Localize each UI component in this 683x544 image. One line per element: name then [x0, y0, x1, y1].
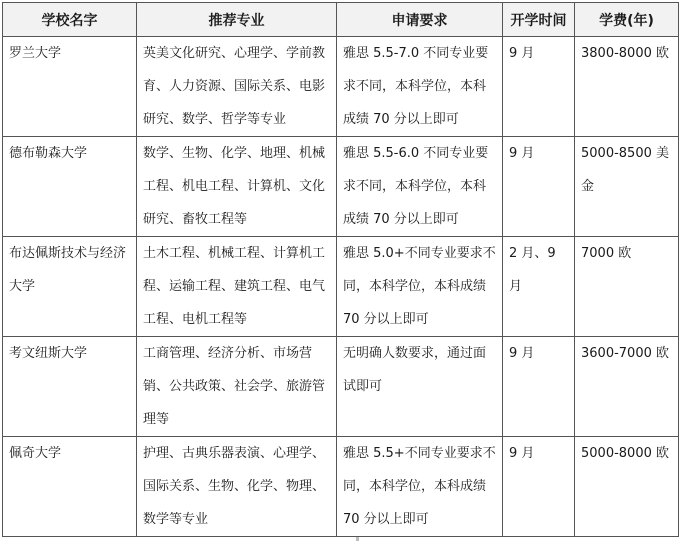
- header-school-name: 学校名字: [3, 3, 137, 37]
- fee-text: 5000-8500 美金: [581, 146, 669, 194]
- cell-fee: [575, 237, 679, 337]
- header-start-date: 开学时间: [503, 3, 575, 37]
- start-text: 9 月: [509, 146, 535, 161]
- cell-requirement: [337, 437, 503, 537]
- school-name: 布达佩斯技术与经济大学: [9, 246, 127, 294]
- school-name: 佩奇大学: [9, 446, 62, 461]
- cell-fee: [575, 437, 679, 537]
- table-row: [3, 437, 679, 537]
- fee-text: 3800-8000 欧: [581, 46, 669, 61]
- table-row: [3, 237, 679, 337]
- table-row: [3, 37, 679, 137]
- cell-majors: [137, 137, 337, 237]
- cell-majors: [137, 337, 337, 437]
- requirement-text: 雅思 5.5+不同专业要求不同，本科学位，本科成绩 70 分以上即可: [343, 446, 496, 527]
- start-text: 9 月: [509, 346, 535, 361]
- cell-start: [503, 337, 575, 437]
- cell-requirement: [337, 37, 503, 137]
- resize-handle: [356, 537, 359, 541]
- cell-start: [503, 237, 575, 337]
- university-table: [2, 2, 679, 537]
- cell-fee: [575, 137, 679, 237]
- cell-start: [503, 137, 575, 237]
- requirement-text: 雅思 5.0+不同专业要求不同，本科学位，本科成绩 70 分以上即可: [343, 246, 496, 327]
- majors-text: 土木工程、机械工程、计算机工程、运输工程、建筑工程、电气工程、电机工程等: [143, 246, 326, 327]
- requirement-text: 无明确人数要求，通过面试即可: [343, 346, 487, 394]
- cell-requirement: [337, 237, 503, 337]
- requirement-text: 雅思 5.5-7.0 不同专业要求不同，本科学位，本科成绩 70 分以上即可: [343, 46, 489, 127]
- table-header-row: [3, 3, 679, 37]
- fee-text: 3600-7000 欧: [581, 346, 669, 361]
- header-application-requirements: 申请要求: [337, 3, 503, 37]
- cell-majors: [137, 37, 337, 137]
- cell-start: [503, 37, 575, 137]
- table-row: [3, 137, 679, 237]
- cell-requirement: [337, 137, 503, 237]
- majors-text: 工商管理、经济分析、市场营销、公共政策、社会学、旅游管理等: [143, 346, 326, 427]
- majors-text: 数学、生物、化学、地理、机械工程、机电工程、计算机、文化研究、畜牧工程等: [143, 146, 326, 227]
- school-name: 罗兰大学: [9, 46, 62, 61]
- header-tuition: 学费(年): [575, 3, 679, 37]
- cell-majors: [137, 237, 337, 337]
- majors-text: 英美文化研究、心理学、学前教育、人力资源、国际关系、电影研究、数学、哲学等专业: [143, 46, 326, 127]
- requirement-text: 雅思 5.5-6.0 不同专业要求不同，本科学位，本科成绩 70 分以上即可: [343, 146, 489, 227]
- school-name: 考文纽斯大学: [9, 346, 88, 361]
- fee-text: 5000-8000 欧: [581, 446, 669, 461]
- table-row: [3, 337, 679, 437]
- header-recommended-majors: 推荐专业: [137, 3, 337, 37]
- majors-text: 护理、古典乐器表演、心理学、国际关系、生物、化学、物理、数学等专业: [143, 446, 326, 527]
- cell-school: [3, 237, 137, 337]
- cell-school: [3, 337, 137, 437]
- start-text: 2 月、9 月: [509, 246, 556, 294]
- start-text: 9 月: [509, 446, 535, 461]
- cell-majors: [137, 437, 337, 537]
- cell-school: [3, 37, 137, 137]
- cell-requirement: [337, 337, 503, 437]
- cell-school: [3, 137, 137, 237]
- school-name: 德布勒森大学: [9, 146, 88, 161]
- start-text: 9 月: [509, 46, 535, 61]
- fee-text: 7000 欧: [581, 246, 632, 261]
- cell-school: [3, 437, 137, 537]
- cell-fee: [575, 37, 679, 137]
- cell-start: [503, 437, 575, 537]
- cell-fee: [575, 337, 679, 437]
